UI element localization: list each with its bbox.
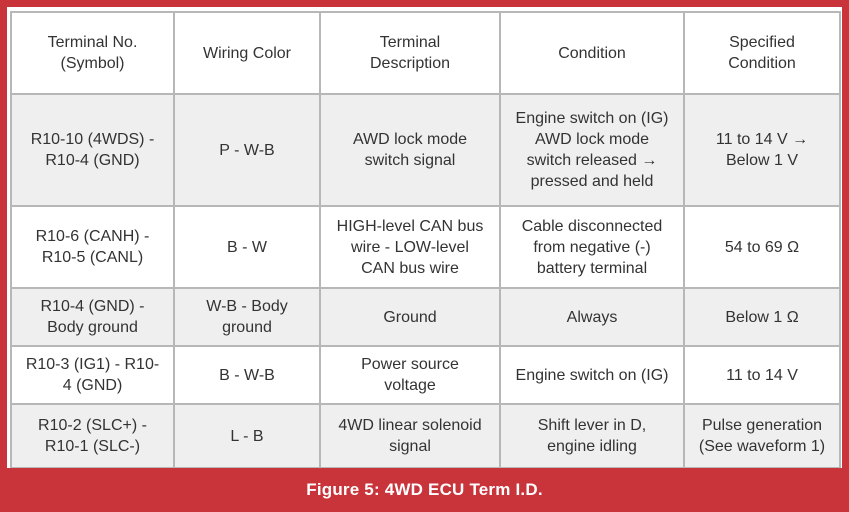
figure-caption: Figure 5: 4WD ECU Term I.D. <box>306 480 543 499</box>
header-terminal-no: Terminal No. (Symbol) <box>11 12 174 94</box>
cell-terminal-description: AWD lock mode switch signal <box>320 94 500 206</box>
cell-wiring-color: L - B <box>174 404 320 468</box>
terminal-table <box>10 11 841 468</box>
cell-terminal-description: 4WD linear solenoid signal <box>320 404 500 468</box>
header-row <box>11 12 840 94</box>
cell-condition: Shift lever in D, engine idling <box>500 404 684 468</box>
cell-condition: Cable disconnected from negative (-) battery terminal <box>500 206 684 288</box>
cell-terminal-description: Power source voltage <box>320 346 500 404</box>
cell-specified-condition: 11 to 14 V → Below 1 V <box>684 94 840 206</box>
cell-specified-condition: Pulse generation (See waveform 1) <box>684 404 840 468</box>
table-row <box>11 94 840 206</box>
cell-terminal-no: R10-2 (SLC+) - R10-1 (SLC-) <box>11 404 174 468</box>
table-row <box>11 346 840 404</box>
cell-specified-condition: 11 to 14 V <box>684 346 840 404</box>
cell-wiring-color: B - W <box>174 206 320 288</box>
cell-wiring-color: B - W-B <box>174 346 320 404</box>
table-panel <box>7 7 842 468</box>
cell-terminal-description: Ground <box>320 288 500 346</box>
cell-condition: Engine switch on (IG) <box>500 346 684 404</box>
cell-condition: Always <box>500 288 684 346</box>
cell-condition: Engine switch on (IG) AWD lock mode switch released → pressed and held <box>500 94 684 206</box>
cell-terminal-no: R10-10 (4WDS) - R10-4 (GND) <box>11 94 174 206</box>
cell-terminal-no: R10-6 (CANH) - R10-5 (CANL) <box>11 206 174 288</box>
cell-terminal-description: HIGH-level CAN bus wire - LOW-level CAN bus wire <box>320 206 500 288</box>
header-condition: Condition <box>500 12 684 94</box>
table-row <box>11 288 840 346</box>
cell-terminal-no: R10-3 (IG1) - R10- 4 (GND) <box>11 346 174 404</box>
cell-specified-condition: Below 1 Ω <box>684 288 840 346</box>
cell-wiring-color: P - W-B <box>174 94 320 206</box>
cell-wiring-color: W-B - Body ground <box>174 288 320 346</box>
cell-terminal-no: R10-4 (GND) - Body ground <box>11 288 174 346</box>
header-specified-condition: Specified Condition <box>684 12 840 94</box>
header-wiring-color: Wiring Color <box>174 12 320 94</box>
cell-specified-condition: 54 to 69 Ω <box>684 206 840 288</box>
table-row <box>11 404 840 468</box>
table-row <box>11 206 840 288</box>
header-terminal-description: Terminal Description <box>320 12 500 94</box>
